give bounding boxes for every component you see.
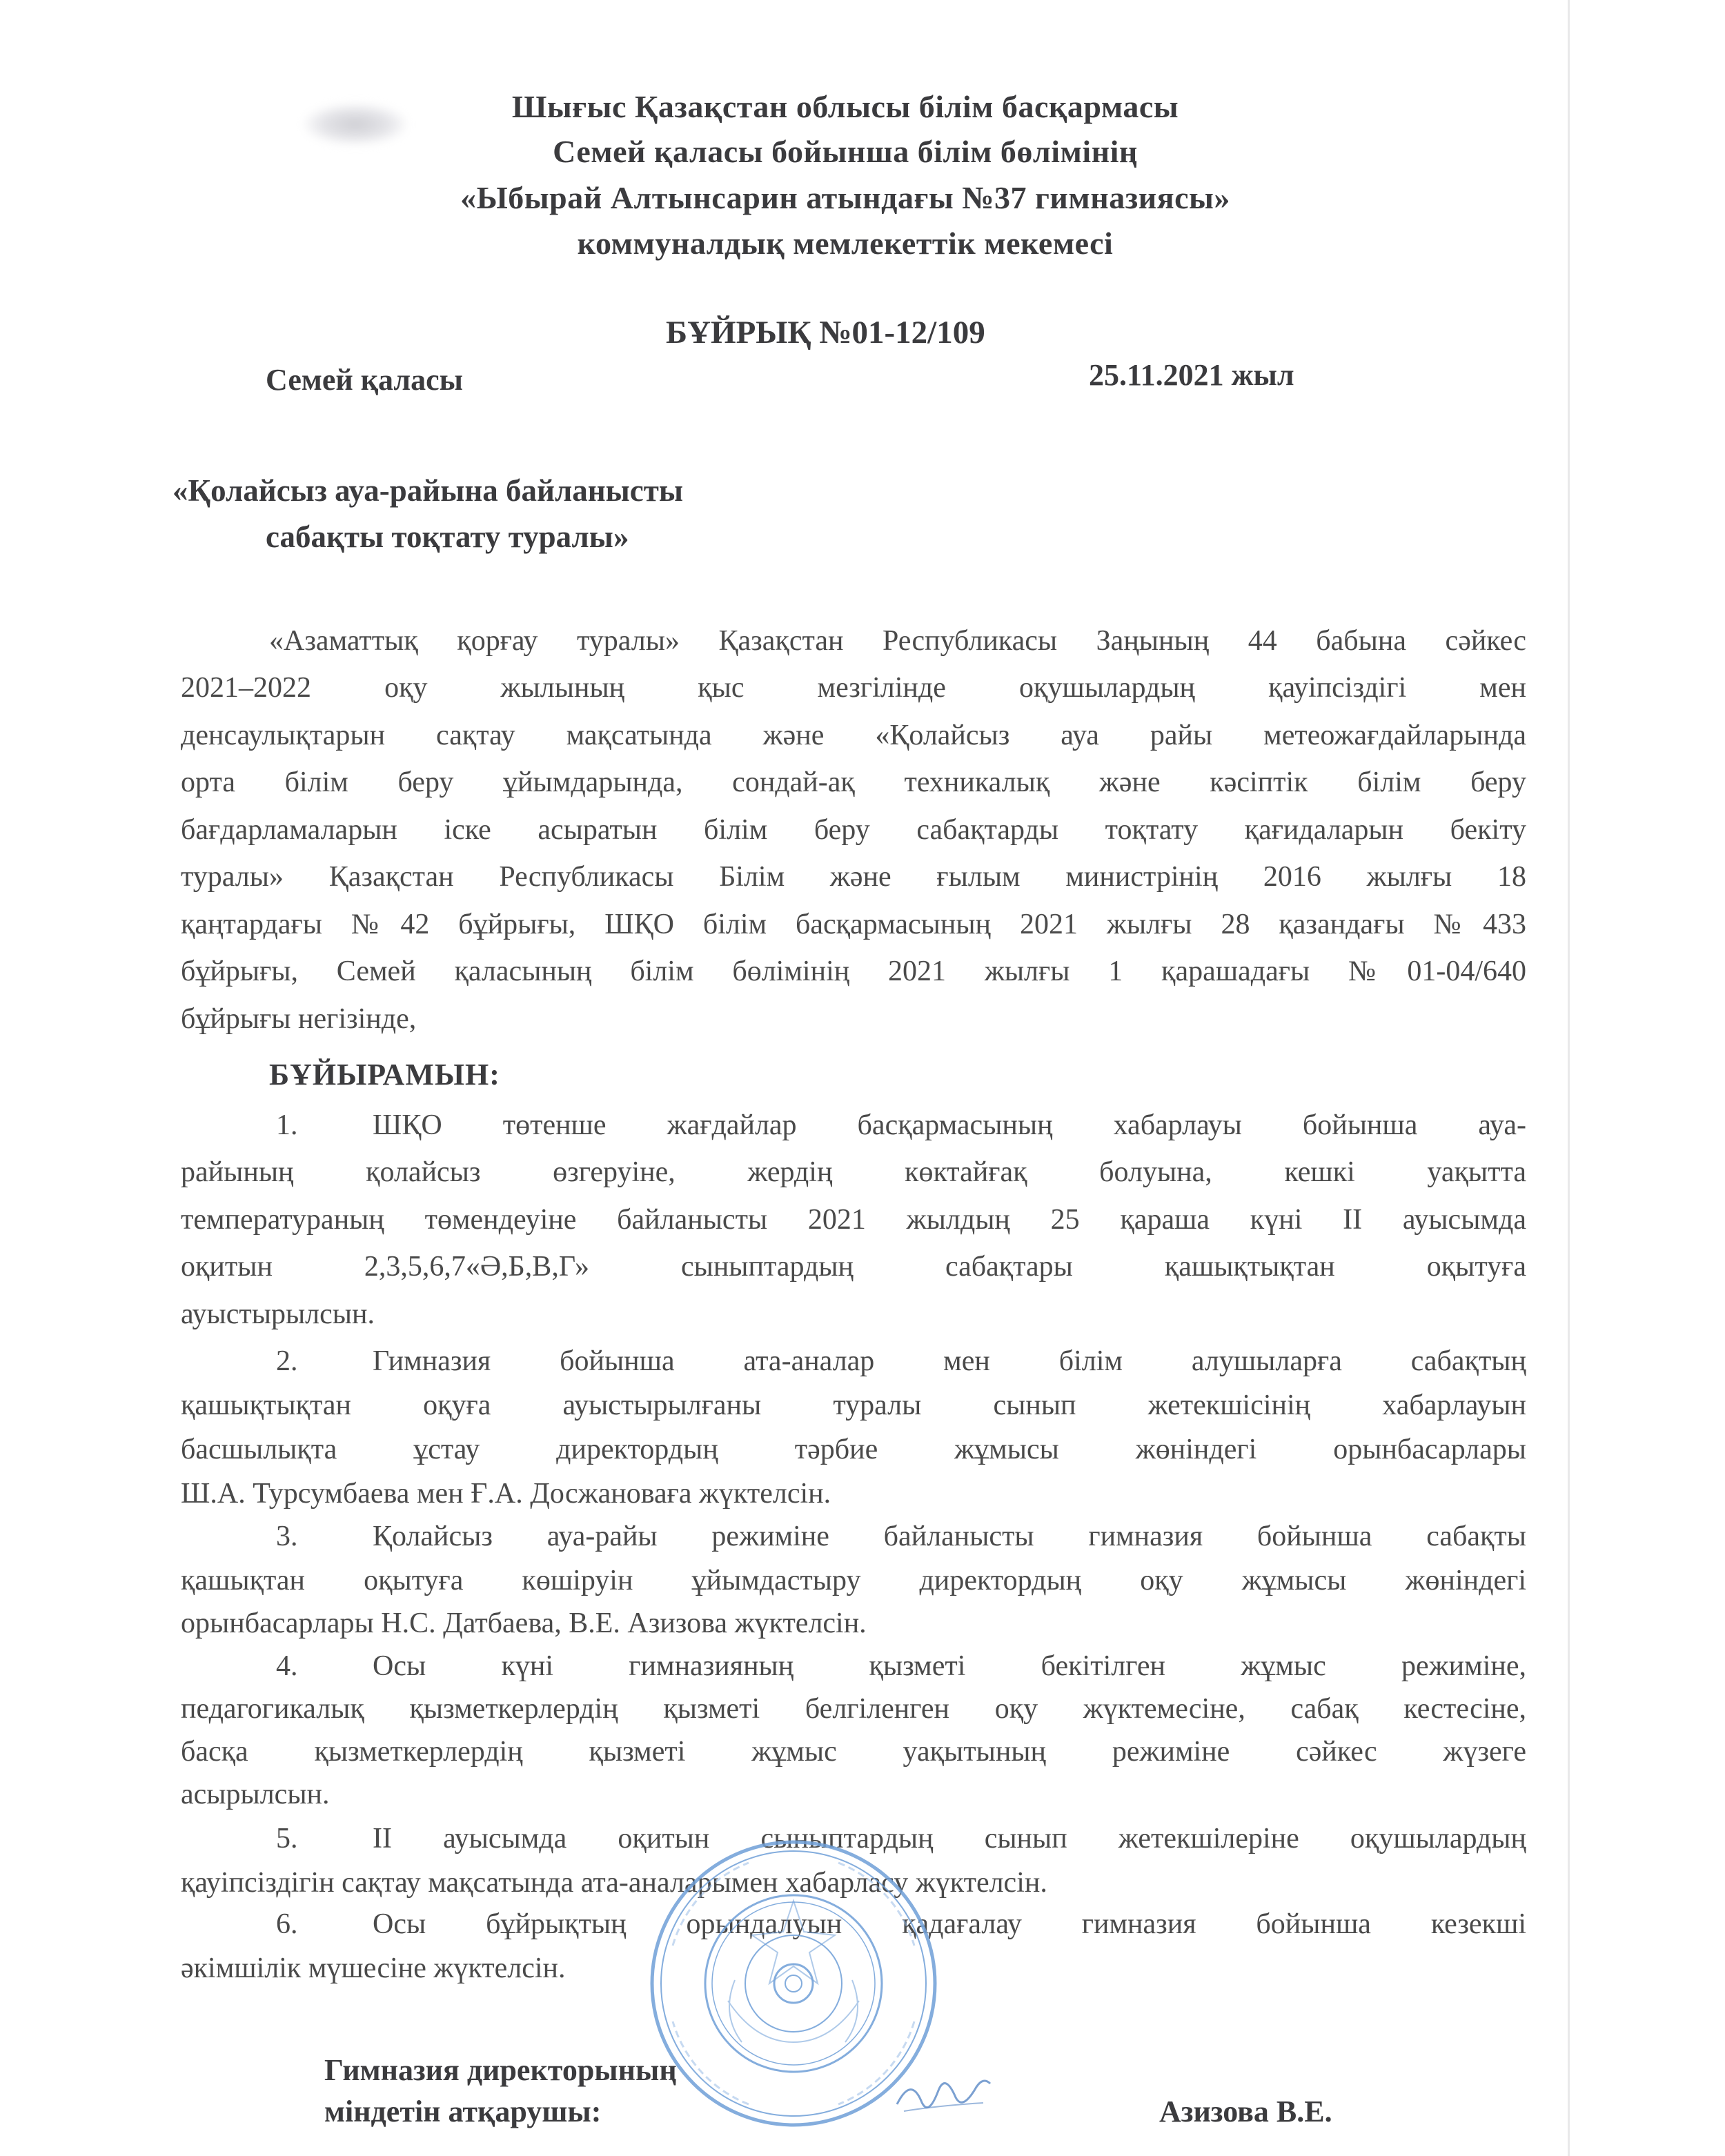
item-text: басшылықта ұстау директордың тәрбие жұмысы жөніндегі орынбасарлары [181,1434,1526,1465]
item-text: Осы күні гимназияның қызметі бекітілген жұмыс режиміне, [373,1650,1526,1682]
preamble-line: орта білім беру ұйымдарында, сондай-ақ техникалық және кәсіптік білім беру [181,767,1526,798]
signatory-name: Азизова В.Е. [1159,2095,1332,2128]
item-text: Қолайсыз ауа-райы режиміне байланысты гимназия бойынша сабақты [373,1521,1526,1552]
item-text: райының қолайсыз өзгеруіне, жердің көктайғақ болуына, кешкі уақытта [181,1156,1526,1188]
item-number: 4. [276,1650,298,1682]
preamble-line: денсаулықтарын сақтау мақсатында және «Қолайсыз ауа райы метеожағдайларында [181,720,1526,751]
item-text: Гимназия бойынша ата-аналар мен білім алушыларға сабақтың [373,1345,1526,1377]
item-text: Осы бұйрықтың орындалуын қадағалау гимназия бойынша кезекші [373,1908,1526,1940]
item-text: ауыстырылсын. [181,1298,375,1330]
item-number: 6. [276,1908,298,1940]
item-number: 5. [276,1823,298,1855]
subject-line-1: «Қолайсыз ауа-райына байланысты [172,473,683,508]
header-line-1: Шығыс Қазақстан облысы білім басқармасы [511,89,1179,124]
item-text: қашықтықтан оқуға ауыстырылғаны туралы сынып жетекшісінің хабарлауын [181,1389,1526,1421]
header-line-3: «Ыбырай Алтынсарин атындағы №37 гимназиясы» [460,180,1230,215]
header-line-4: коммуналдық мемлекеттік мекемесі [577,226,1114,261]
list-item-2-first-line [181,1340,1526,1383]
order-city: Семей қаласы [266,363,463,397]
list-item-1-first-line [181,1104,1526,1147]
item-number: 2. [276,1345,298,1377]
preamble-line: бағдарламаларын іске асыратын білім беру сабақтарды тоқтату қағидаларын бекіту [181,814,1526,846]
item-text: оқитын 2,3,5,6,7«Ә,Б,В,Г» сыныптардың сабақтары қашықтықтан оқытуға [181,1251,1526,1283]
decree-word: БҰЙЫРАМЫН: [269,1058,500,1091]
preamble-line: қаңтардағы №42 бұйрығы, ШҚО білім басқармасының 2021 жылғы 28 қазандағы №433 [181,909,1526,940]
signatory-position-line-1: Гимназия директорының [324,2053,677,2087]
item-text: қауіпсіздігін сақтау мақсатында ата-аналарымен хабарласу жүктелсін. [181,1867,1047,1899]
signatory-position-line-2: міндетін атқарушы: [324,2095,602,2128]
item-text: температураның төмендеуіне байланысты 2021 жылдың 25 қараша күні ІІ ауысымда [181,1204,1526,1236]
header-line-2: Семей қаласы бойынша білім бөлімінің [553,134,1138,169]
item-text: ІІ ауысымда оқитын сыныптардың сынып жетекшілеріне оқушылардың [373,1823,1526,1855]
handwritten-signature-icon [890,2063,994,2125]
preamble-line: «Азаматтық қорғау туралы» Қазақстан Республикасы Заңының 44 бабына сәйкес [269,625,1526,657]
item-number: 3. [276,1521,298,1552]
preamble-line: бұйрығы, Семей қаласының білім бөлімінің 2021 жылғы 1 қарашадағы №01-04/640 [181,956,1526,987]
item-text: орынбасарлары Н.С. Датбаева, В.Е. Азизова жүктелсін. [181,1608,867,1639]
item-text: педагогикалық қызметкерлердің қызметі белгіленген оқу жүктемесіне, сабақ кестесіне, [181,1693,1526,1725]
page-edge [1568,0,1570,2156]
list-item-3-first-line [181,1515,1526,1558]
preamble-line: 2021–2022 оқу жылының қыс мезгілінде оқушылардың қауіпсіздігі мен [181,672,1526,704]
preamble-line: туралы» Қазақстан Республикасы Білім және ғылым министрінің 2016 жылғы 18 [181,861,1526,893]
subject-line-2: сабақты тоқтату туралы» [266,520,629,554]
item-text: ШҚО төтенше жағдайлар басқармасының хабарлауы бойынша ауа- [373,1109,1526,1141]
preamble-line: бұйрығы негізінде, [181,1003,417,1035]
item-text: басқа қызметкерлердің қызметі жұмыс уақытының режиміне сәйкес жүзеге [181,1736,1526,1768]
order-title: БҰЙРЫҚ №01-12/109 [666,315,985,350]
item-text: қашықтан оқытуға көшіруін ұйымдастыру директордың оқу жұмысы жөніндегі [181,1565,1526,1596]
item-text: асырылсын. [181,1779,330,1810]
order-date: 25.11.2021 жыл [1089,358,1294,392]
item-text: Ш.А. Турсумбаева мен Ғ.А. Досжановаға жүктелсін. [181,1478,831,1510]
list-item-4-first-line [181,1645,1526,1688]
item-text: әкімшілік мүшесіне жүктелсін. [181,1952,566,1984]
item-number: 1. [276,1109,298,1141]
